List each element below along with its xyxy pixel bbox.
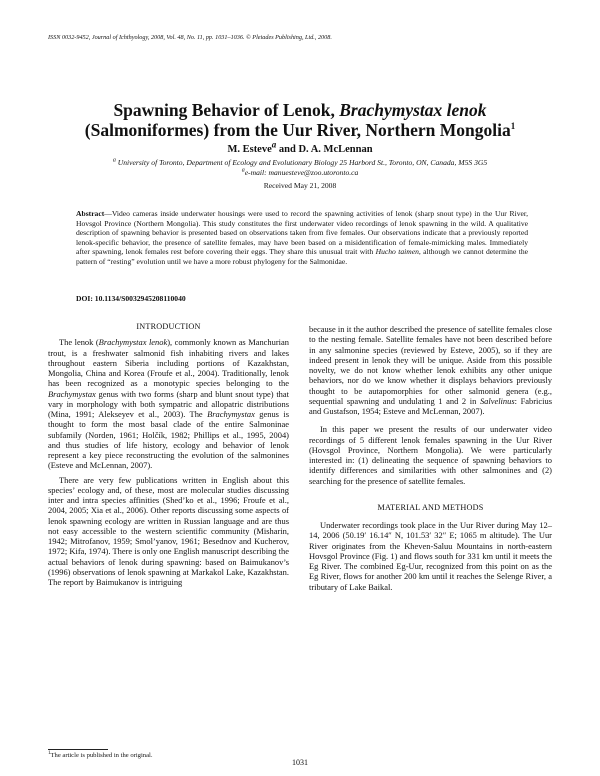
footnote-rule	[48, 749, 108, 750]
title-species: Brachymystax lenok	[339, 100, 487, 120]
abstract-species: Hucho taimen	[375, 247, 419, 257]
author-2: and D. A. McLennan	[276, 144, 373, 155]
title-line-1	[40, 100, 560, 120]
affiliation-mark: a	[112, 157, 116, 164]
right-paragraph-1: because in it the author described the presence of satellite females close to the nesting female. Satellite females have not been described before in any salmonine species (reviewed by Esteve, 2005), so if they are indeed present in lenok they will be unique. Aside from this possible novelty, we do not know whether lenok exhibits any other unique behaviors, nor do we know whether it displays behaviors previously thought to be autapomorphies for other salmonid genera (e.g., sequential spawning and undulating 1 and 2 in Salvelinus: Fabricius and Gustafson, 1954; Esteve and McLennan, 2007).	[309, 324, 552, 416]
right-paragraph-2: In this paper we present the results of our underwater video recordings of 5 different lenok females spawning in the Uur River (Hovsgol Province, Northern Mongolia). We were particularly interested in: (1) delineating the sequence of spawning behaviors to identify differences and similarities with other salmonines and (2) searching for the presence of satellite females.	[309, 424, 552, 486]
methods-heading: MATERIAL AND METHODS	[377, 502, 484, 512]
abstract-text: —Video cameras inside underwater housings were used to record the spawning activities of lenok (sharp snout type) in the Uur River, Hovsgol Province (Northern Mongolia). This study constitutes the first underwater video recordings of lenok spawning in the wild. A qualitative description of spawning behavior is presented based on observations taken from five females. Our observations indicate that a previously reported lenok-specific behavior, the presence of satellite females, may have been based on a misidentification of female-mimicking males. Immediately after spawning, lenok females rest before covering their eggs. They share this unusual trait with	[76, 209, 528, 257]
affiliation-text: University of Toronto, Department of Ecology and Evolutionary Biology 25 Harbord St., Toronto, ON, Canada, M5S 3G5	[115, 158, 488, 167]
title-text-2: (Salmoniformes) from the Uur River, Northern Mongolia	[84, 120, 511, 140]
footnote-mark: 1	[48, 750, 51, 756]
email-mark: a	[241, 167, 245, 174]
author-1: M. Esteve	[227, 144, 272, 155]
page-number: 1031	[292, 758, 308, 767]
abstract	[76, 209, 528, 267]
right-column	[309, 324, 552, 592]
journal-header: ISSN 0032-9452, Journal of Ichthyology, 2008, Vol. 48, No. 11, pp. 1031–1036. © Pleiades Publishing, Ltd., 2008.	[48, 34, 332, 41]
authors	[40, 139, 560, 155]
title-footnote-mark: 1	[510, 121, 516, 132]
left-column	[48, 322, 289, 587]
introduction-heading: INTRODUCTION	[136, 322, 201, 331]
author-1-mark: a	[271, 139, 277, 150]
received-date: Received May 21, 2008	[263, 181, 337, 190]
intro-paragraph-2: There are very few publications written in English about this species’ ecology and, of these, most are molecular studies discussing inter and intra species affinities (Shed’ko et al., 1996; Froufe et al., 2004, 2005; Xia et al., 2006). Other reports discussing some aspects of lenok spawning ecology are written in Russian language and are thus not easy accessible to the western scientific community (Misharin, 1942; Mitrofanov, 1959; Smol’yanov, 1961; Besednov and Kucherov, 1972; Kifa, 1974). There is only one English manuscript describing the actual behaviors of lenok during spawning: based on Baimukanov’s (1996) observations of lenok spawning at Markakol Lake, Kazakhstan. The report by Baimukanov is intriguing	[48, 474, 289, 587]
affiliation	[40, 158, 560, 178]
intro-paragraph-1: The lenok (Brachymystax lenok), commonly known as Manchurian trout, is a freshwater salmonid fish inhabiting rivers and lakes throughout eastern Siberia including portions of Kazakhstan, Mongolia, China and Korea (Froufe et al., 2004). Traditionally, lenok has been recognized as a monotypic species belonging to the Brachymystax genus with two forms (sharp and blunt snout type) that vary in morphology with both sympatric and allopatric distributions (Mina, 1991; Alekseyev et al., 2003). The Brachymystax genus is thought to form the most basal clade of the entire Salmoninae subfamily (Norden, 1961; Holčík, 1982; Phillips et al., 1995, 2004) and thus studies of life history, ecology and behavior of lenok represent a key piece reconstructing the evolution of the salmonines (Esteve and McLennan, 2007).	[48, 337, 289, 471]
footnote-text: The article is published in the original.	[50, 752, 153, 759]
methods-paragraph-1: Underwater recordings took place in the Uur River during May 12–14, 2006 (50.19′ 16.14″ N, 101.53′ 32″ E; 1065 m altitude). The Uur River originates from the Kheven-Saluu Mountains in north-eastern Hovsgol Province (Fig. 1) and flows south for 331 km until it meets the Eg River. The combined Eg-Uur, recognized from this point on as the Eg River, flows for another 200 km until it reaches the Selenge River, a tributary of Lake Baikal.	[309, 520, 552, 592]
title-line-2	[40, 120, 560, 140]
doi[interactable]: DOI: 10.1134/S0032945208110040	[76, 294, 186, 303]
abstract-label: Abstract	[76, 209, 105, 218]
abstract-text-end: , although we cannot determine the pattern of “resting” evolution until we have a more robust phylogeny for the Salmonidae.	[76, 247, 529, 266]
article-title	[40, 100, 560, 140]
title-text: Spawning Behavior of Lenok,	[113, 100, 340, 120]
email-text[interactable]: e-mail: manuesteve@zoo.utoronto.ca	[244, 168, 359, 177]
